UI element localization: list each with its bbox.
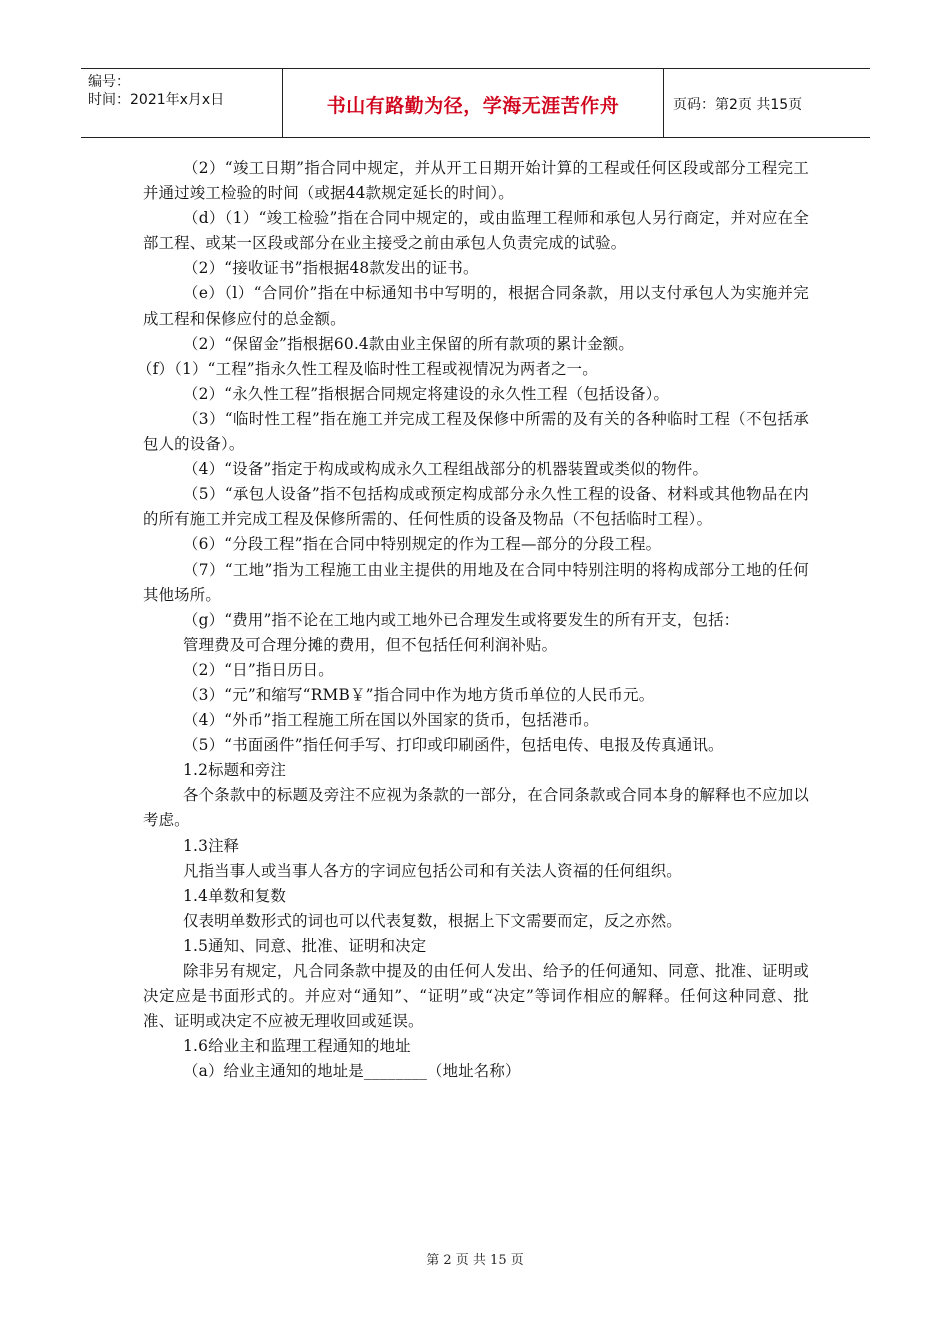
body-paragraph: （5）“书面函件”指任何手写、打印或印刷函件，包括电传、电报及传真通讯。 xyxy=(183,736,724,755)
body-paragraph: （7）“工地”指为工程施工由业主提供的用地及在合同中特别注明的将构成部分工地的任何其他场所。 xyxy=(143,560,809,604)
body-paragraph: 管理费及可合理分摊的费用，但不包括任何利润补贴。 xyxy=(183,635,558,654)
header-meta-cell xyxy=(81,69,283,137)
body-paragraph: 各个条款中的标题及旁注不应视为条款的一部分，在合同条款或合同本身的解释也不应加以考虑。 xyxy=(143,786,809,830)
body-paragraph: （2）“日”指日历日。 xyxy=(183,660,334,679)
body-paragraph: （2）“保留金”指根据60.4款由业主保留的所有款项的累计金额。 xyxy=(183,334,634,353)
header-page-number: 页码：第2页 共15页 xyxy=(673,97,803,113)
body-paragraph: （2）“竣工日期”指合同中规定，并从开工日期开始计算的工程或任何区段或部分工程完工并通过竣工检验的时间（或据44款规定延长的时间）。 xyxy=(143,159,809,203)
body-paragraph: （d）（1）“竣工检验”指在合同中规定的，或由监理工程师和承包人另行商定，并对应在全部工程、或某一区段或部分在业主接受之前由承包人负责完成的试验。 xyxy=(143,209,809,253)
header-motto-cell xyxy=(283,69,664,137)
body-paragraph: （3）“临时性工程”指在施工并完成工程及保修中所需的及有关的各种临时工程（不包括承包人的设备）。 xyxy=(143,409,809,454)
body-paragraph: （2）“接收证书”指根据48款发出的证书。 xyxy=(183,259,479,278)
body-paragraph: （e）（l）“合同价”指在中标通知书中写明的，根据合同条款，用以支付承包人为实施并完成工程和保修应付的总金额。 xyxy=(143,284,809,328)
body-paragraph: （5）“承包人设备”指不包括构成或预定构成部分永久性工程的设备、材料或其他物品在内的所有施工并完成工程及保修所需的、任何性质的设备及物品（不包括临时工程）。 xyxy=(143,485,809,529)
body-paragraph: （g）“费用”指不论在工地内或工地外已合理发生或将要发生的所有开支，包括： xyxy=(183,610,740,629)
body-paragraph: （6）“分段工程”指在合同中特别规定的作为工程—部分的分段工程。 xyxy=(183,535,662,554)
body-paragraph: （f）（1）“工程”指永久性工程及临时性工程或视情况为两者之一。 xyxy=(137,359,598,378)
body-paragraph: 仅表明单数形式的词也可以代表复数，根据上下文需要而定，反之亦然。 xyxy=(183,911,682,930)
header-page-cell xyxy=(664,69,870,137)
page-header xyxy=(81,68,870,138)
body-paragraph: （2）“永久性工程”指根据合同规定将建设的永久性工程（包括设备）。 xyxy=(183,384,670,403)
document-date-label: 时间：2021年x月x日 xyxy=(88,92,225,108)
body-paragraph: 1.4单数和复数 xyxy=(183,886,287,905)
body-paragraph: （3）“元”和缩写“RMB￥”指合同中作为地方货币单位的人民币元。 xyxy=(183,685,655,704)
body-paragraph: 1.2标题和旁注 xyxy=(183,761,287,780)
body-paragraph: 1.5通知、同意、批准、证明和决定 xyxy=(183,936,427,955)
document-body xyxy=(137,156,809,1084)
header-motto: 书山有路勤为径，学海无涯苦作舟 xyxy=(326,95,620,117)
body-paragraph: （4）“设备”指定于构成或构成永久工程组战部分的机器装置或类似的物件。 xyxy=(183,460,709,479)
body-paragraph: （a）给业主通知的地址是________（地址名称） xyxy=(183,1062,521,1081)
body-paragraph: 1.6给业主和监理工程通知的地址 xyxy=(183,1037,411,1056)
body-paragraph: 除非另有规定，凡合同条款中提及的由任何人发出、给予的任何通知、同意、批准、证明或决定应是书面形式的。并应对“通知”、“证明”或“决定”等词作相应的解释。任何这种同意、批准、证明或决定不应被无理收回或延误。 xyxy=(143,962,809,1031)
document-number-label: 编号： xyxy=(88,74,130,90)
body-paragraph: 1.3注释 xyxy=(183,836,240,855)
body-paragraph: （4）“外币”指工程施工所在国以外国家的货币，包括港币。 xyxy=(183,711,599,730)
page-footer: 第 2 页 共 15 页 xyxy=(426,1253,524,1268)
body-paragraph: 凡指当事人或当事人各方的字词应包括公司和有关法人资福的任何组织。 xyxy=(183,861,682,880)
